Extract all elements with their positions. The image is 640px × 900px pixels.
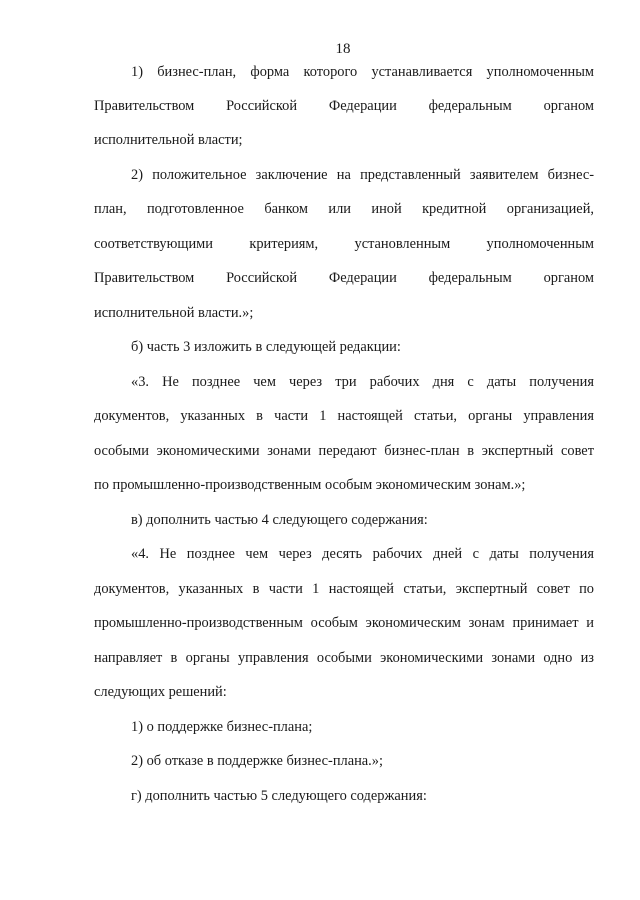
text-line: следующих решений: — [94, 684, 227, 700]
text-line: «4. Не позднее чем через десять рабочих дней с даты получения — [131, 546, 594, 562]
text-line: «3. Не позднее чем через три рабочих дня с даты получения — [131, 374, 594, 390]
text-line: 2) об отказе в поддержке бизнес-плана.»; — [131, 753, 383, 769]
text-line: Правительством Российской Федерации федеральным органом — [94, 270, 594, 286]
text-line: соответствующими критериям, установленным уполномоченным — [94, 236, 594, 252]
text-line: г) дополнить частью 5 следующего содержания: — [131, 788, 427, 804]
text-line: исполнительной власти; — [94, 132, 243, 148]
text-line: промышленно-производственным особым экономическим зонам принимает и — [94, 615, 594, 631]
text-line: план, подготовленное банком или иной кредитной организацией, — [94, 201, 594, 217]
text-line: в) дополнить частью 4 следующего содержания: — [131, 512, 428, 528]
page-number: 18 — [335, 41, 351, 57]
text-line: Правительством Российской Федерации федеральным органом — [94, 98, 594, 114]
text-line: по промышленно-производственным особым экономическим зонам.»; — [94, 477, 526, 493]
text-line: 1) бизнес-план, форма которого устанавливается уполномоченным — [131, 64, 594, 80]
text-line: документов, указанных в части 1 настоящей статьи, органы управления — [94, 408, 594, 424]
text-line: документов, указанных в части 1 настоящей статьи, экспертный совет по — [94, 581, 594, 597]
text-line: исполнительной власти.»; — [94, 305, 254, 321]
text-line: 1) о поддержке бизнес-плана; — [131, 719, 313, 735]
text-line: б) часть 3 изложить в следующей редакции: — [131, 339, 401, 355]
text-line: особыми экономическими зонами передают бизнес-план в экспертный совет — [94, 443, 594, 459]
text-line: направляет в органы управления особыми экономическими зонами одно из — [94, 650, 594, 666]
text-line: 2) положительное заключение на представленный заявителем бизнес- — [131, 167, 594, 183]
